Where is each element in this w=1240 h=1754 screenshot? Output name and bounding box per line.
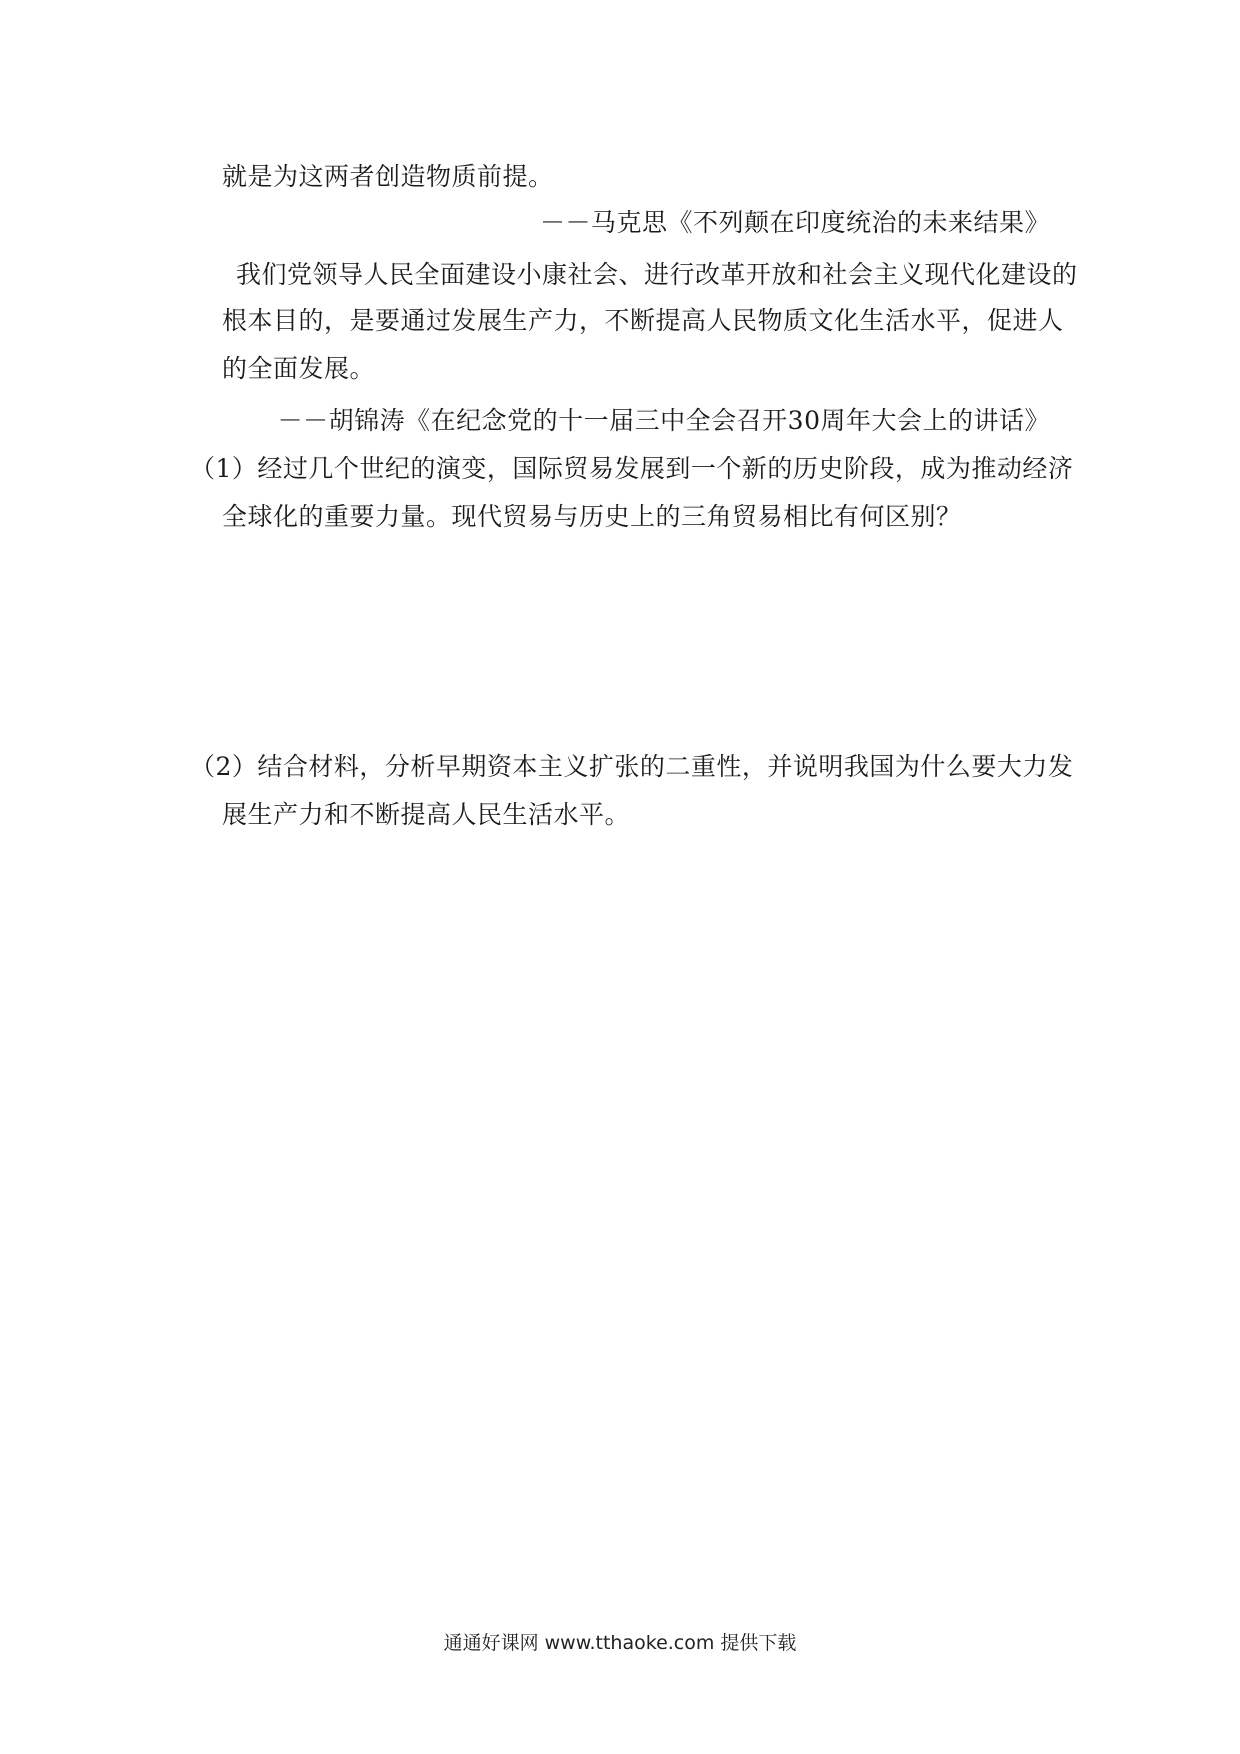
text-line-paragraph-end: 的全面发展。 [222, 354, 376, 383]
question-1-line-1: （1）经过几个世纪的演变，国际贸易发展到一个新的历史阶段，成为推动经济 [190, 454, 1074, 483]
citation-marx: －－马克思《不列颠在印度统治的未来结果》 [539, 208, 1050, 237]
question-2-line-1: （2）结合材料，分析早期资本主义扩张的二重性，并说明我国为什么要大力发 [190, 752, 1074, 781]
citation-hu-jintao: －－胡锦涛《在纪念党的十一届三中全会召开30周年大会上的讲话》 [277, 406, 1050, 435]
text-line-continuation: 就是为这两者创造物质前提。 [222, 162, 554, 191]
question-1-line-2: 全球化的重要力量。现代贸易与历史上的三角贸易相比有何区别？ [222, 502, 962, 531]
text-line-paragraph-start: 我们党领导人民全面建设小康社会、进行改革开放和社会主义现代化建设的 [236, 260, 1078, 289]
page-footer: 通通好课网 www.tthaoke.com 提供下载 [443, 1632, 797, 1654]
question-2-line-2: 展生产力和不断提高人民生活水平。 [222, 800, 631, 829]
text-line-paragraph: 根本目的，是要通过发展生产力，不断提高人民物质文化生活水平，促进人 [222, 306, 1064, 335]
